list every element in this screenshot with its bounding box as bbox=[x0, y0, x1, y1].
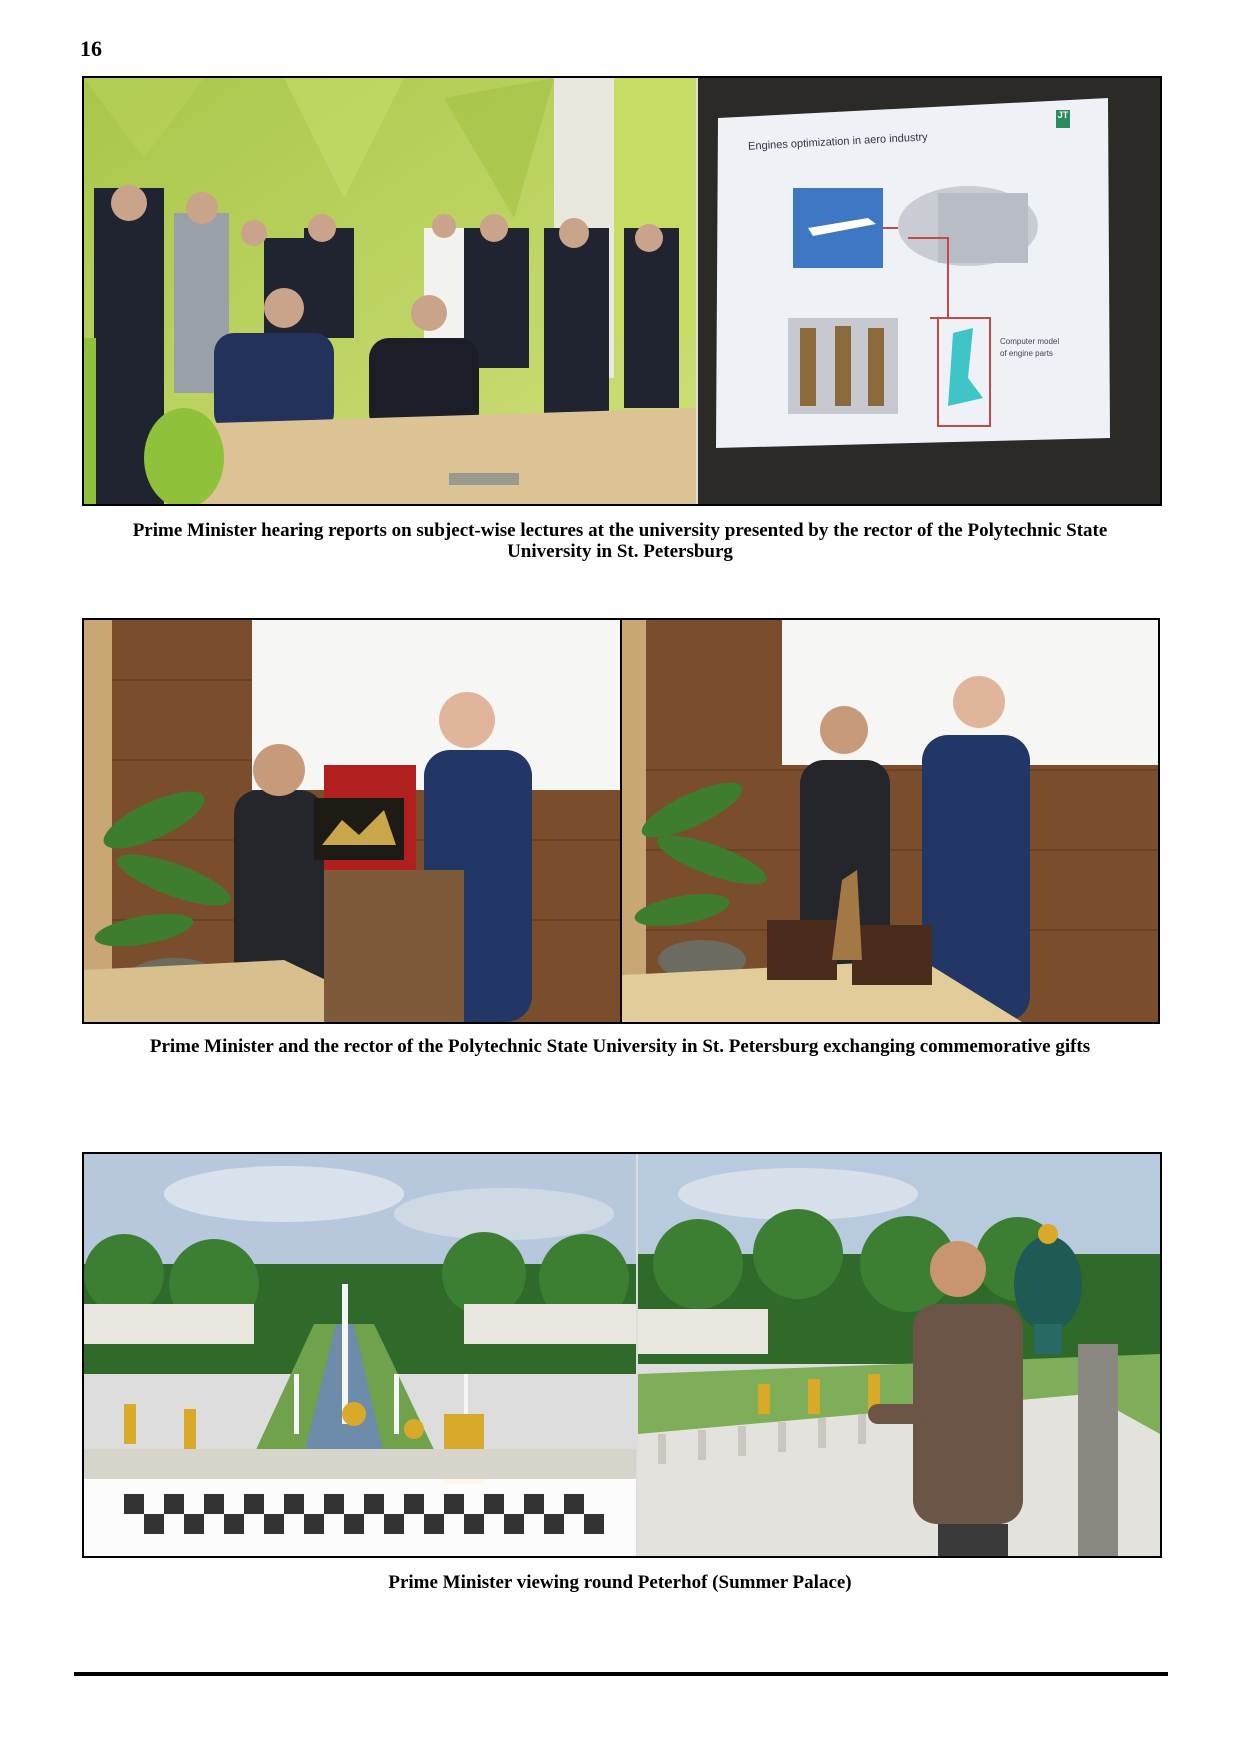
caption-university-briefing bbox=[70, 520, 1170, 562]
photo-peterhof-terrace bbox=[638, 1154, 1160, 1556]
slide-part-label-line1: Computer model bbox=[1000, 337, 1060, 346]
caption-line-1: Prime Minister hearing reports on subject-wise lectures at the university presented by the rector of the Polytechnic State bbox=[132, 520, 1108, 541]
slide-part-label-line2: of engine parts bbox=[1000, 349, 1053, 358]
slide-title: Engines optimization in aero industry bbox=[747, 131, 928, 153]
page-number: 16 bbox=[80, 36, 102, 61]
photo-row-peterhof bbox=[82, 1152, 1162, 1558]
slide-logo: JT bbox=[1057, 110, 1069, 120]
caption-peterhof: Prime Minister viewing round Peterhof (Summer Palace) bbox=[388, 1572, 852, 1593]
footer-rule bbox=[74, 1672, 1168, 1676]
photo-handshake bbox=[620, 618, 1160, 1024]
slide-part-label bbox=[1000, 336, 1059, 360]
photo-presentation-slide bbox=[698, 78, 1160, 504]
photo-meeting-room bbox=[84, 78, 696, 504]
caption-gift-exchange: Prime Minister and the rector of the Polytechnic State University in St. Petersburg exchanging commemorative gifts bbox=[149, 1036, 1091, 1057]
photo-gift-presentation bbox=[82, 618, 622, 1024]
caption-line-2: University in St. Petersburg bbox=[507, 541, 733, 562]
photo-row-university-briefing bbox=[82, 76, 1162, 506]
photo-peterhof-fountains bbox=[84, 1154, 636, 1556]
